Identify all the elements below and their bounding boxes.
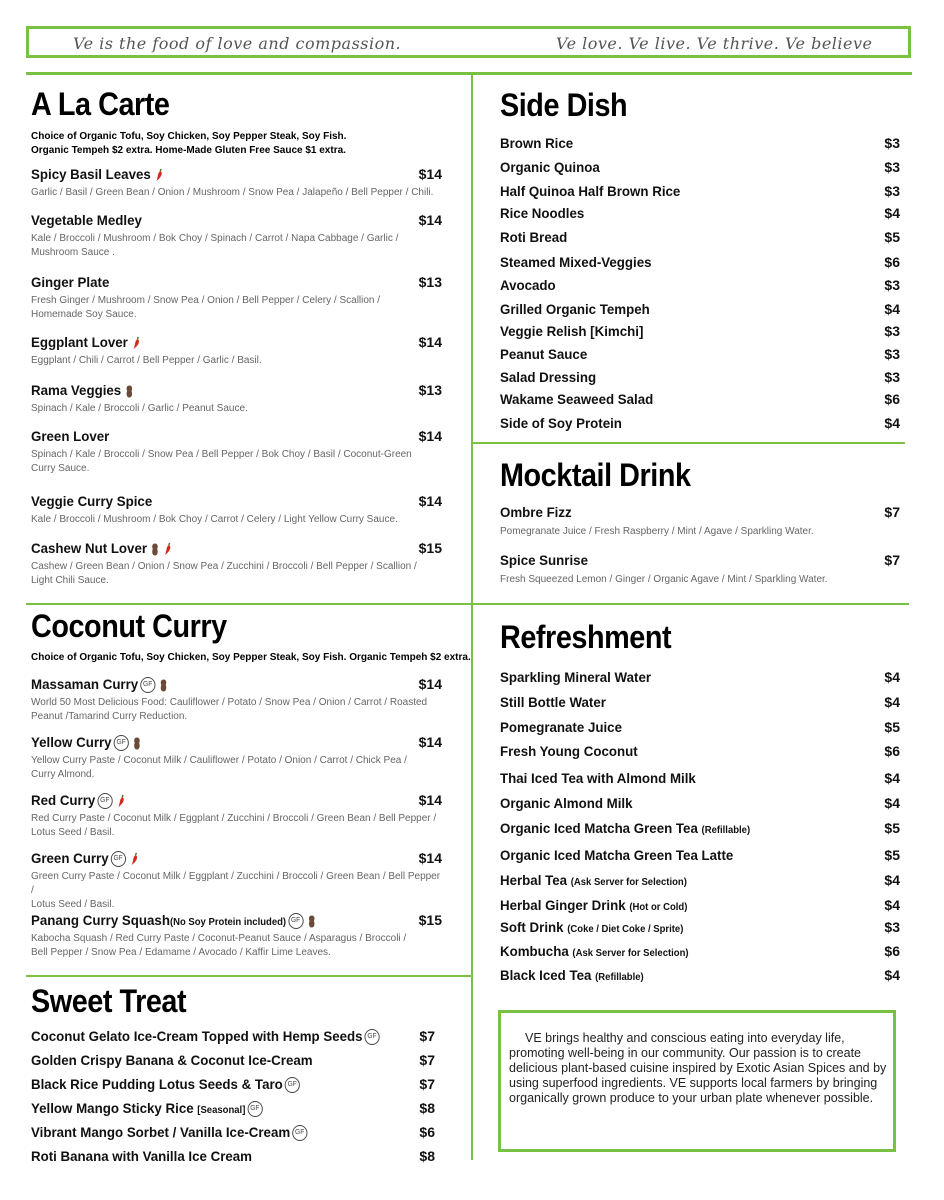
item-name (500, 795, 633, 811)
side-dish-title: Side Dish (500, 87, 628, 123)
item-name: Brown Rice (500, 135, 574, 151)
item-name (500, 669, 651, 685)
item-name-text: Red Curry (31, 792, 96, 808)
item-price: $14 (418, 428, 442, 444)
item-description (31, 932, 406, 960)
item-description (31, 294, 380, 322)
item-description (31, 354, 262, 368)
divider-left-1 (26, 603, 473, 605)
item-name-text: Organic Almond Milk (500, 795, 633, 811)
item-price: $3 (884, 159, 900, 175)
item-description (31, 560, 417, 588)
gf-icon: GF (292, 1125, 307, 1141)
item-name: Grilled Organic Tempeh (500, 301, 650, 317)
item-name-text: Green Curry (31, 850, 109, 866)
mocktail-title: Mocktail Drink (500, 457, 691, 493)
coconut-curry-note: Choice of Organic Tofu, Soy Chicken, Soy Pepper Steak, Soy Fish. Organic Tempeh $2 extra. (31, 652, 471, 663)
item-price: $4 (884, 770, 900, 786)
item-price: $14 (418, 212, 442, 228)
item-price: $8 (419, 1148, 435, 1164)
item-name (31, 212, 142, 228)
column-divider (471, 75, 473, 1160)
item-price: $4 (884, 967, 900, 983)
item-name-text: Roti Banana with Vanilla Ice Cream (31, 1148, 253, 1164)
item-description: Fresh Squeezed Lemon / Ginger / Organic Agave / Mint / Sparkling Water. (500, 574, 828, 585)
item-name: Spice Sunrise (500, 552, 588, 568)
item-name (500, 694, 606, 710)
a-la-carte-note-line2: Organic Tempeh $2 extra. Home-Made Gluten Free Sauce $1 extra. (31, 145, 346, 156)
item-price: $14 (418, 850, 442, 866)
item-description (31, 232, 398, 260)
item-name (31, 382, 134, 398)
item-price: $7 (419, 1076, 435, 1092)
item-name: Salad Dressing (500, 369, 597, 385)
item-name: Steamed Mixed-Veggies (500, 254, 652, 270)
item-name-text: Organic Iced Matcha Green Tea (500, 820, 702, 836)
item-name (500, 897, 687, 913)
item-name-text: Panang Curry Squash (31, 912, 170, 928)
item-name (31, 428, 109, 444)
gf-icon: GF (285, 1077, 300, 1093)
item-price: $6 (884, 943, 900, 959)
item-name: Half Quinoa Half Brown Rice (500, 183, 681, 199)
chili-icon (155, 168, 165, 182)
item-name-text: Still Bottle Water (500, 694, 606, 710)
item-name-text: Rama Veggies (31, 382, 122, 398)
chili-icon (130, 852, 140, 866)
gf-icon: GF (288, 913, 303, 929)
item-price: $7 (419, 1028, 435, 1044)
item-price: $14 (418, 334, 442, 350)
item-description (31, 186, 433, 200)
item-price: $4 (884, 205, 900, 221)
item-name (31, 734, 141, 751)
item-price: $7 (884, 504, 900, 520)
item-price: $4 (884, 415, 900, 431)
description-line: Eggplant / Chili / Carrot / Bell Pepper / Garlic / Basil. (31, 355, 262, 366)
item-name: Avocado (500, 277, 556, 293)
item-price: $6 (884, 254, 900, 270)
gf-icon: GF (140, 677, 155, 693)
item-name: Ombre Fizz (500, 504, 572, 520)
item-name (31, 676, 168, 693)
item-name-text: Kombucha (500, 943, 573, 959)
description-line: Homemade Soy Sauce. (31, 309, 137, 320)
item-price: $15 (418, 540, 442, 556)
item-note: (Ask Server for Selection) (572, 948, 689, 959)
item-note: [Seasonal] (197, 1105, 246, 1116)
item-description (31, 513, 398, 527)
description-line: Garlic / Basil / Green Bean / Onion / Mushroom / Snow Pea / Jalapeño / Bell Pepper / Chili. (31, 187, 434, 198)
peanut-icon (307, 915, 316, 928)
divider-right-1 (473, 442, 905, 444)
item-name-text: Ginger Plate (31, 274, 110, 290)
item-note: (Refillable) (701, 825, 751, 836)
item-price: $14 (418, 166, 442, 182)
item-name-text: Pomegranate Juice (500, 719, 622, 735)
tagline-left: Ve is the food of love and compassion. (73, 34, 402, 53)
item-name-text: Sparkling Mineral Water (500, 669, 652, 685)
top-divider (26, 72, 912, 75)
item-name (500, 770, 696, 786)
item-price: $15 (418, 912, 442, 928)
item-description (31, 448, 412, 476)
item-name (500, 820, 750, 836)
item-price: $4 (884, 872, 900, 888)
item-price: $3 (884, 135, 900, 151)
description-line: Curry Sauce. (31, 463, 90, 474)
item-description: Pomegranate Juice / Fresh Raspberry / Mint / Agave / Sparkling Water. (500, 526, 814, 537)
chili-icon (163, 542, 173, 556)
description-line: Cashew / Green Bean / Onion / Snow Pea / Zucchini / Broccoli / Bell Pepper / Scallion / (31, 561, 417, 572)
item-name (31, 1124, 307, 1141)
item-note: (Ask Server for Selection) (570, 877, 687, 888)
chili-icon (116, 794, 126, 808)
description-line: Spinach / Kale / Broccoli / Snow Pea / Bell Pepper / Bok Choy / Basil / Coconut-Green (31, 449, 412, 460)
coconut-curry-title: Coconut Curry (31, 608, 227, 644)
item-name-text: Eggplant Lover (31, 334, 128, 350)
item-description (31, 812, 436, 840)
item-price: $7 (884, 552, 900, 568)
about-box (498, 1010, 896, 1152)
description-line: Kale / Broccoli / Mushroom / Bok Choy / Carrot / Celery / Light Yellow Curry Sauce. (31, 514, 398, 525)
item-name (31, 1052, 313, 1068)
chili-icon (132, 336, 142, 350)
item-price: $4 (884, 897, 900, 913)
item-note: (Refillable) (595, 972, 644, 983)
item-name (31, 912, 316, 929)
item-price: $5 (884, 229, 900, 245)
item-name-text: Green Lover (31, 428, 110, 444)
gf-icon: GF (364, 1029, 379, 1045)
item-name (31, 1076, 300, 1093)
peanut-icon (151, 543, 160, 556)
item-name (31, 493, 152, 509)
item-name (31, 274, 109, 290)
item-name (500, 872, 687, 888)
item-name-text: Black Iced Tea (500, 967, 596, 983)
item-name-text: Cashew Nut Lover (31, 540, 148, 556)
description-line: Fresh Ginger / Mushroom / Snow Pea / Onion / Bell Pepper / Celery / Scallion / (31, 295, 381, 306)
item-name-text: Organic Iced Matcha Green Tea Latte (500, 847, 734, 863)
item-description (31, 402, 248, 416)
gf-icon: GF (247, 1101, 262, 1117)
item-price: $6 (419, 1124, 435, 1140)
item-name: Roti Bread (500, 229, 568, 245)
description-line: Lotus Seed / Basil. (31, 899, 115, 910)
item-name-text: Black Rice Pudding Lotus Seeds & Taro (31, 1076, 283, 1092)
a-la-carte-title: A La Carte (31, 86, 170, 122)
item-name-text: Fresh Young Coconut (500, 743, 638, 759)
item-price: $6 (884, 743, 900, 759)
item-name (31, 850, 139, 867)
item-note: (Hot or Cold) (629, 902, 688, 913)
description-line: Kale / Broccoli / Mushroom / Bok Choy / Spinach / Carrot / Napa Cabbage / Garlic / (31, 233, 399, 244)
item-name (500, 719, 622, 735)
item-name (31, 1148, 252, 1164)
sweet-treat-title: Sweet Treat (31, 983, 187, 1019)
description-line: Yellow Curry Paste / Coconut Milk / Cauliflower / Potato / Onion / Carrot / Chick Pea / (31, 755, 407, 766)
description-line: Lotus Seed / Basil. (31, 827, 115, 838)
item-price: $5 (884, 820, 900, 836)
a-la-carte-note-line1: Choice of Organic Tofu, Soy Chicken, Soy Pepper Steak, Soy Fish. (31, 131, 347, 142)
item-price: $3 (884, 369, 900, 385)
description-line: Bell Pepper / Snow Pea / Edamame / Avocado / Kaffir Lime Leaves. (31, 947, 331, 958)
item-name-text: Coconut Gelato Ice-Cream Topped with Hemp Seeds (31, 1028, 363, 1044)
item-price: $13 (418, 382, 442, 398)
item-name (500, 967, 644, 983)
item-price: $13 (418, 274, 442, 290)
item-name: Rice Noodles (500, 205, 585, 221)
item-name (31, 540, 173, 556)
item-name: Wakame Seaweed Salad (500, 391, 654, 407)
description-line: Spinach / Kale / Broccoli / Garlic / Peanut Sauce. (31, 403, 248, 414)
item-price: $7 (419, 1052, 435, 1068)
item-name-text: Yellow Curry (31, 734, 112, 750)
item-name-text: Thai Iced Tea with Almond Milk (500, 770, 696, 786)
item-price: $3 (884, 919, 900, 935)
item-name: Side of Soy Protein (500, 415, 622, 431)
description-line: Green Curry Paste / Coconut Milk / Eggplant / Zucchini / Broccoli / Green Bean / Bell Pepper / (31, 871, 441, 896)
about-text: VE brings healthy and conscious eating into everyday life, promoting well-being in our community. Our passion is to create delicious plant-based cuisine inspired by Exotic Asian Spices and by using superfood ingredients. VE supports local farmers by bringing organically grown produce to your urban plate whenever possible. (509, 1031, 887, 1105)
item-name-text: Vibrant Mango Sorbet / Vanilla Ice-Cream (31, 1124, 291, 1140)
item-name-text: Yellow Mango Sticky Rice (31, 1100, 198, 1116)
peanut-icon (125, 385, 134, 398)
item-note: (No Soy Protein included) (169, 917, 287, 928)
item-price: $5 (884, 847, 900, 863)
item-name (31, 792, 126, 809)
item-description (31, 754, 407, 782)
description-line: Mushroom Sauce . (31, 247, 115, 258)
description-line: Light Chili Sauce. (31, 575, 109, 586)
item-name-text: Soft Drink (500, 919, 568, 935)
item-price: $8 (419, 1100, 435, 1116)
item-price: $6 (884, 391, 900, 407)
peanut-icon (159, 679, 168, 692)
item-name (31, 166, 164, 182)
item-name-text: Herbal Ginger Drink (500, 897, 630, 913)
item-name (31, 1100, 262, 1117)
item-name (500, 743, 638, 759)
gf-icon: GF (113, 735, 128, 751)
item-price: $4 (884, 694, 900, 710)
item-price: $14 (418, 493, 442, 509)
tagline-right: Ve love. Ve live. Ve thrive. Ve believe (556, 34, 873, 53)
description-line: World 50 Most Delicious Food: Cauliflower / Potato / Snow Pea / Onion / Carrot / Roasted (31, 697, 428, 708)
item-name-text: Golden Crispy Banana & Coconut Ice-Cream (31, 1052, 313, 1068)
item-description (31, 870, 442, 912)
item-price: $3 (884, 323, 900, 339)
item-name (31, 1028, 380, 1045)
item-name: Veggie Relish [Kimchi] (500, 323, 644, 339)
item-price: $4 (884, 795, 900, 811)
item-price: $14 (418, 734, 442, 750)
description-line: Curry Almond. (31, 769, 95, 780)
description-line: Kabocha Squash / Red Curry Paste / Coconut-Peanut Sauce / Asparagus / Broccoli / (31, 933, 407, 944)
item-name-text: Vegetable Medley (31, 212, 142, 228)
tagline-banner (26, 26, 911, 58)
gf-icon: GF (97, 793, 112, 809)
item-name (500, 943, 689, 959)
item-name (31, 334, 141, 350)
refreshment-title: Refreshment (500, 619, 672, 655)
item-name-text: Massaman Curry (31, 676, 139, 692)
item-price: $4 (884, 301, 900, 317)
item-name-text: Herbal Tea (500, 872, 571, 888)
description-line: Peanut /Tamarind Curry Reduction. (31, 711, 188, 722)
item-price: $3 (884, 346, 900, 362)
item-name (500, 919, 683, 935)
item-price: $3 (884, 183, 900, 199)
item-note: (Coke / Diet Coke / Sprite) (567, 924, 684, 935)
item-name: Organic Quinoa (500, 159, 600, 175)
item-price: $5 (884, 719, 900, 735)
item-name: Peanut Sauce (500, 346, 588, 362)
description-line: Red Curry Paste / Coconut Milk / Eggplant / Zucchini / Broccoli / Green Bean / Bell Pepper / (31, 813, 437, 824)
item-price: $14 (418, 792, 442, 808)
peanut-icon (132, 737, 141, 750)
item-name (500, 847, 733, 863)
divider-left-2 (26, 975, 473, 977)
item-price: $4 (884, 669, 900, 685)
item-description (31, 696, 427, 724)
divider-right-2 (473, 603, 909, 605)
item-name-text: Veggie Curry Spice (31, 493, 153, 509)
item-price: $14 (418, 676, 442, 692)
a-la-carte-note (31, 130, 346, 158)
item-price: $3 (884, 277, 900, 293)
item-name-text: Spicy Basil Leaves (31, 166, 151, 182)
gf-icon: GF (111, 851, 126, 867)
